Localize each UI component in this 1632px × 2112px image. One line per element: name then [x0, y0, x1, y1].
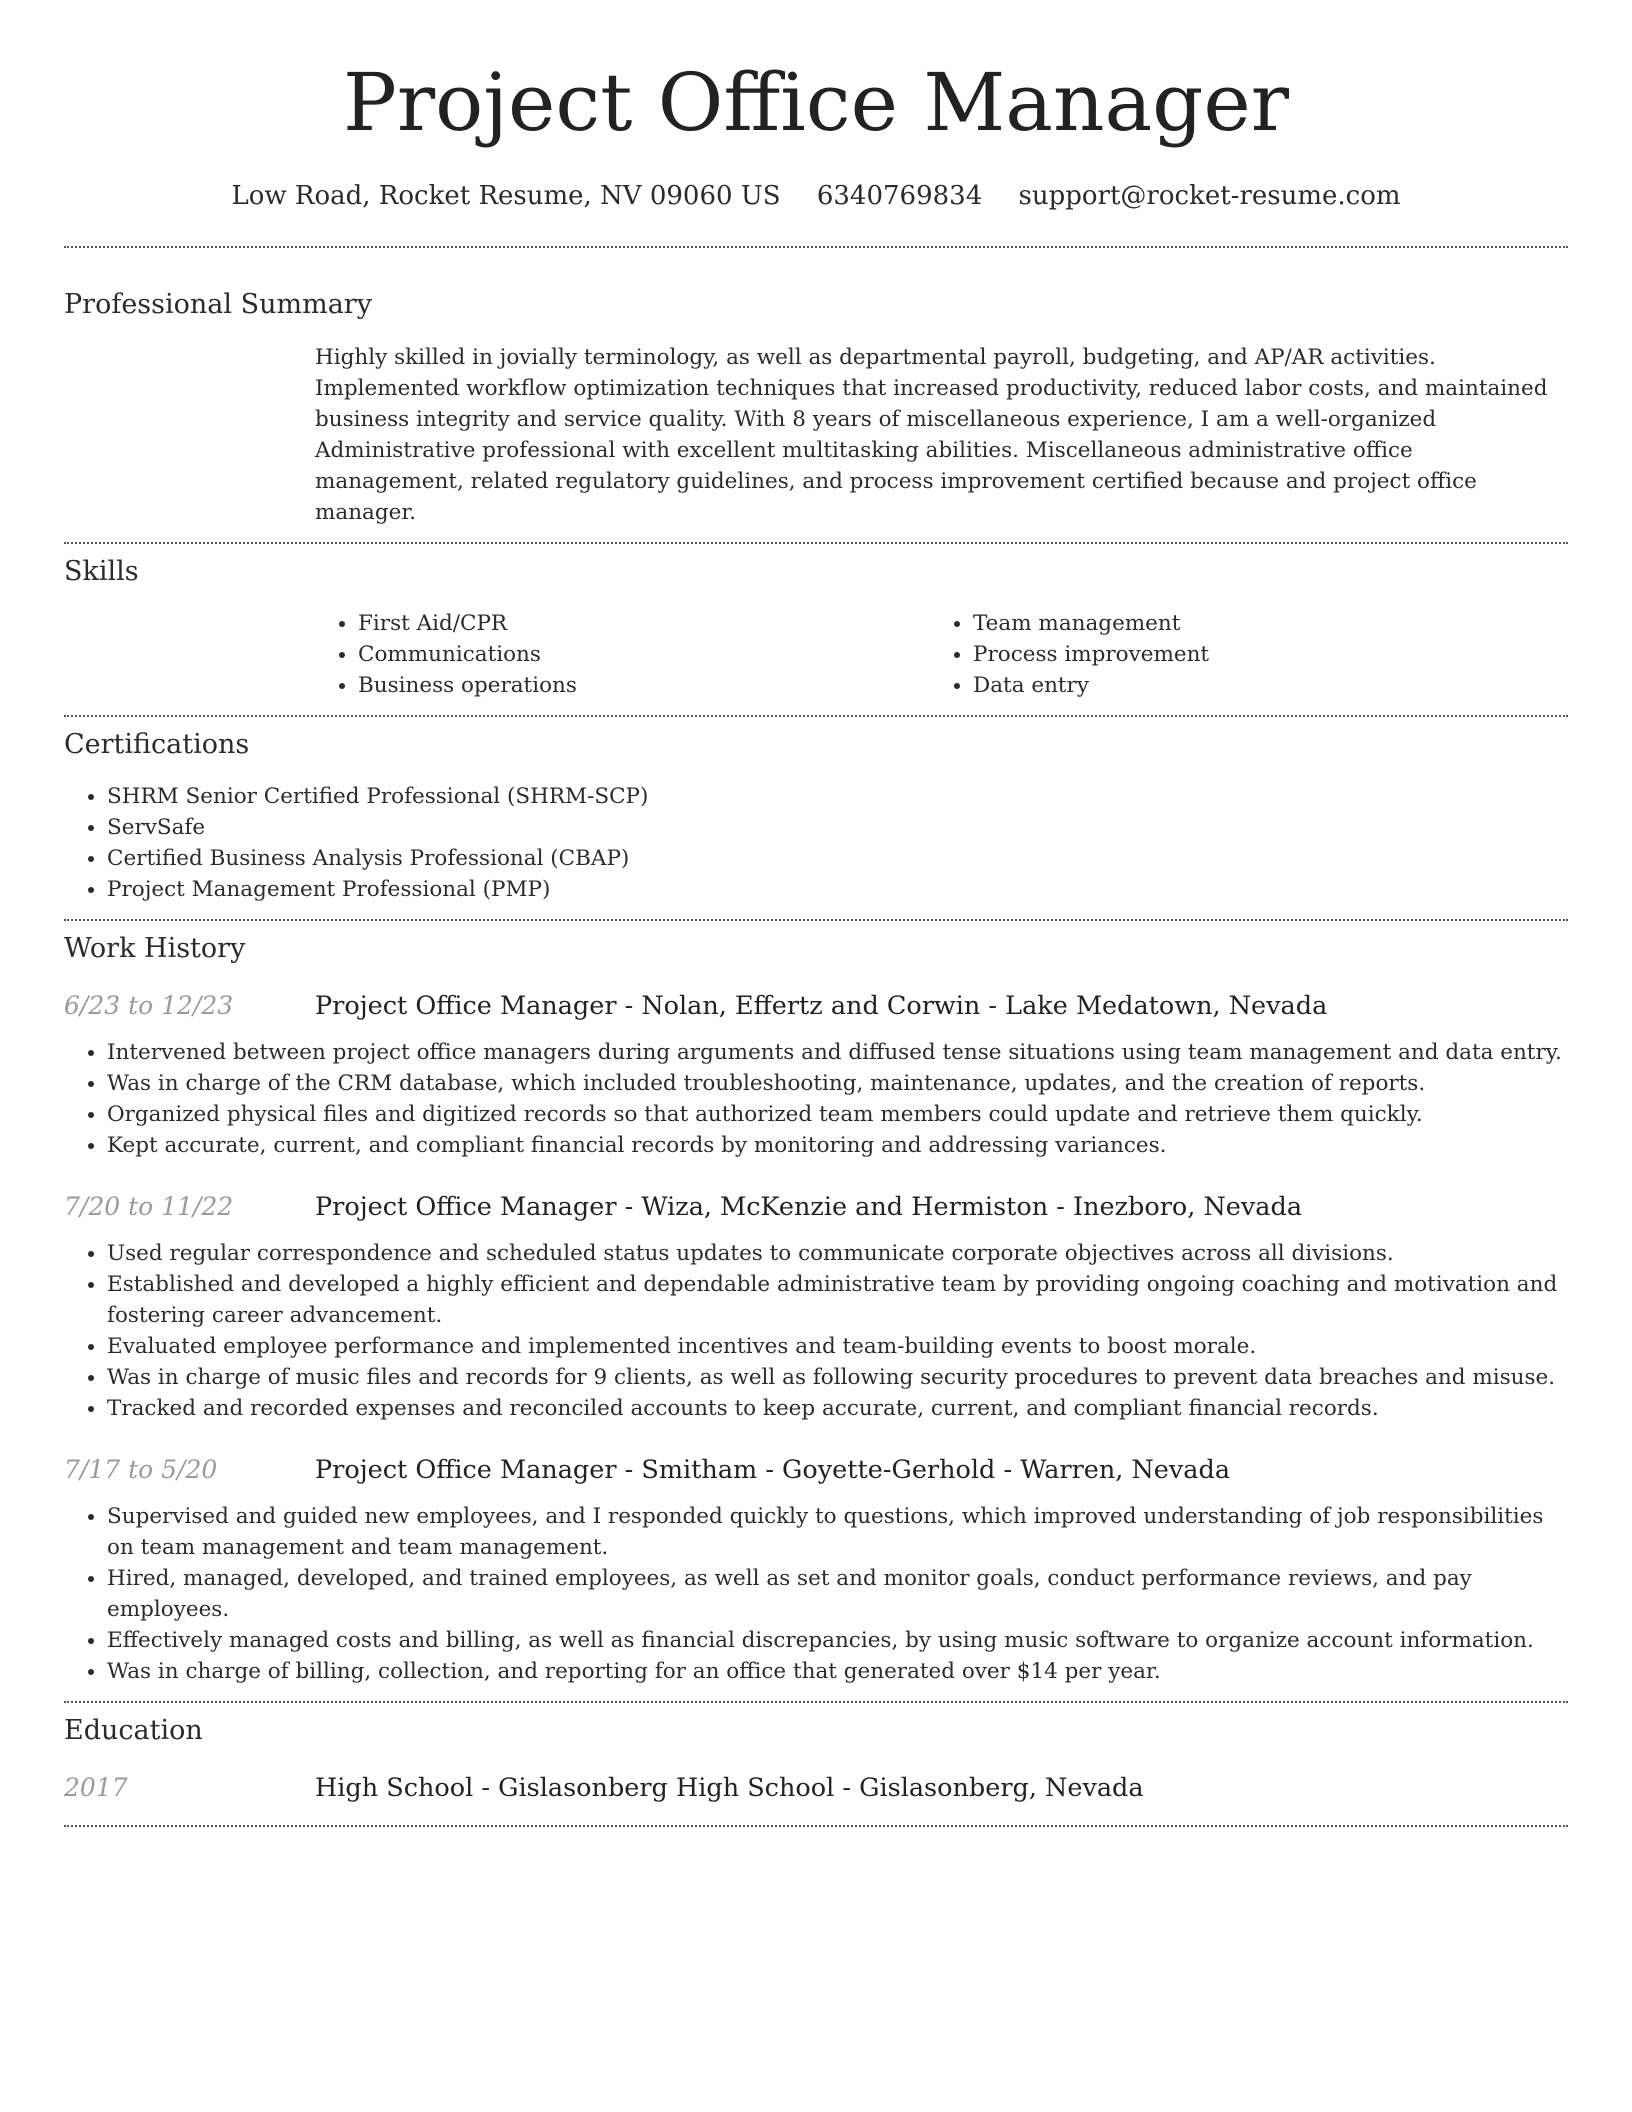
job-dates: 7/20 to 11/22 — [64, 1192, 234, 1221]
email-address: support@rocket-resume.com — [1018, 181, 1401, 211]
list-item: • ServSafe — [107, 812, 1568, 843]
list-item: • First Aid/CPR — [358, 608, 930, 639]
section-title-education: Education — [64, 1715, 203, 1746]
list-item: • Hired, managed, developed, and trained employees, as well as set and monitor goals, conduct performance reviews, and pay employees. — [107, 1563, 1568, 1625]
section-title-skills: Skills — [64, 556, 139, 587]
education-year: 2017 — [64, 1773, 128, 1802]
list-item: • Certified Business Analysis Professional (CBAP) — [107, 843, 1568, 874]
divider — [64, 542, 1568, 544]
education-heading: High School - Gislasonberg High School - Gislasonberg, Nevada — [315, 1773, 1144, 1803]
job-heading: Project Office Manager - Nolan, Effertz and Corwin - Lake Medatown, Nevada — [315, 991, 1328, 1021]
job-bullets — [64, 1238, 1568, 1424]
job-bullets — [64, 1037, 1568, 1161]
divider — [64, 1825, 1568, 1827]
list-item: • Established and developed a highly efficient and dependable administrative team by providing ongoing coaching and motivation and fostering career advancement. — [107, 1269, 1568, 1331]
job-heading: Project Office Manager - Wiza, McKenzie and Hermiston - Inezboro, Nevada — [315, 1192, 1303, 1222]
education-entry — [64, 1771, 1568, 1805]
job-header — [64, 989, 1568, 1023]
divider — [64, 715, 1568, 717]
certifications-list — [64, 781, 1568, 905]
section-title-summary: Professional Summary — [64, 289, 372, 320]
job-dates: 7/17 to 5/20 — [64, 1455, 218, 1484]
list-item: • Was in charge of billing, collection, and reporting for an office that generated over $14 per year. — [107, 1656, 1568, 1687]
section-title-work-history: Work History — [64, 933, 246, 964]
list-item: • Process improvement — [973, 639, 1530, 670]
list-item: • Intervened between project office managers during arguments and diffused tense situations using team management and data entry. — [107, 1037, 1568, 1068]
contact-line — [64, 178, 1568, 214]
section-title-certifications: Certifications — [64, 729, 250, 760]
job-header — [64, 1453, 1568, 1487]
skills-list — [315, 608, 1568, 701]
list-item: • Business operations — [358, 670, 930, 701]
job-heading: Project Office Manager - Smitham - Goyette-Gerhold - Warren, Nevada — [315, 1455, 1231, 1485]
list-item: • Was in charge of the CRM database, which included troubleshooting, maintenance, updates, and the creation of reports. — [107, 1068, 1568, 1099]
phone-number: 6340769834 — [816, 181, 983, 211]
summary-text: Highly skilled in jovially terminology, as well as departmental payroll, budgeting, and AP/AR activities. Implemented workflow optimization techniques that increased productivity, reduced labor costs, and maintained business integrity and service quality. With 8 years of miscellaneous experience, I am a well-organized Administrative professional with excellent multitasking abilities. Miscellaneous administrative office management, related regulatory guidelines, and process improvement certified because and project office manager. — [315, 345, 1548, 525]
list-item: • Effectively managed costs and billing, as well as financial discrepancies, by using music software to organize account information. — [107, 1625, 1568, 1656]
list-item: • Was in charge of music files and records for 9 clients, as well as following security procedures to prevent data breaches and misuse. — [107, 1362, 1568, 1393]
resume-page — [64, 0, 1568, 1827]
list-item: • Communications — [358, 639, 930, 670]
address: Low Road, Rocket Resume, NV 09060 US — [231, 181, 781, 211]
list-item: • Evaluated employee performance and implemented incentives and team-building events to boost morale. — [107, 1331, 1568, 1362]
job-dates: 6/23 to 12/23 — [64, 991, 234, 1020]
job-entry — [64, 1453, 1568, 1687]
divider — [64, 246, 1568, 248]
job-bullets — [64, 1501, 1568, 1687]
skills-column-right — [930, 608, 1530, 701]
list-item: • Data entry — [973, 670, 1530, 701]
divider — [64, 919, 1568, 921]
list-item: • Supervised and guided new employees, and I responded quickly to questions, which improved understanding of job responsibilities on team management and team management. — [107, 1501, 1568, 1563]
list-item: • Used regular correspondence and scheduled status updates to communicate corporate objectives across all divisions. — [107, 1238, 1568, 1269]
job-entry — [64, 989, 1568, 1161]
job-entry — [64, 1190, 1568, 1424]
list-item: • Organized physical files and digitized records so that authorized team members could update and retrieve them quickly. — [107, 1099, 1568, 1130]
list-item: • SHRM Senior Certified Professional (SHRM-SCP) — [107, 781, 1568, 812]
list-item: • Tracked and recorded expenses and reconciled accounts to keep accurate, current, and compliant financial records. — [107, 1393, 1568, 1424]
list-item: • Project Management Professional (PMP) — [107, 874, 1568, 905]
list-item: • Kept accurate, current, and compliant financial records by monitoring and addressing variances. — [107, 1130, 1568, 1161]
job-header — [64, 1190, 1568, 1224]
list-item: • Team management — [973, 608, 1530, 639]
divider — [64, 1701, 1568, 1703]
skills-column-left — [315, 608, 930, 701]
candidate-name: Project Office Manager — [343, 56, 1289, 149]
